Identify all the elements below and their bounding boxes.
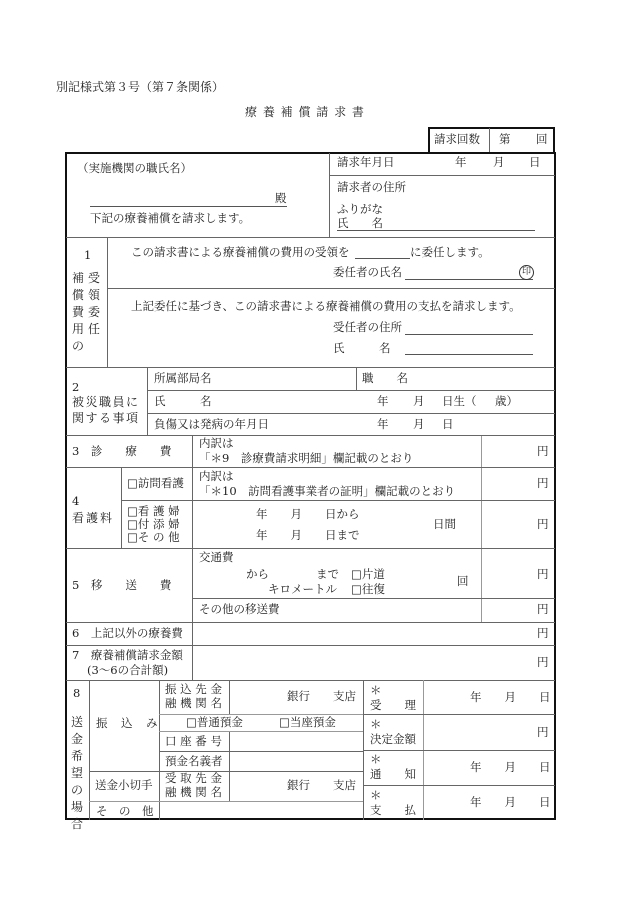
sec6-amount[interactable]: 円 [537, 626, 549, 640]
office-mark: ＊ [370, 717, 382, 731]
divider [159, 680, 160, 820]
claimant-address-label: 請求者の住所 [337, 180, 406, 194]
recv-bank-label-line1: 受 取 先 金 [165, 771, 222, 785]
delegate-field[interactable] [355, 258, 410, 259]
sec4-label: 看護料 [72, 511, 115, 525]
injury-month[interactable]: 月 [413, 417, 425, 431]
bank-label-line1: 振 込 先 金 [165, 682, 222, 696]
furigana-label: ふりがな [337, 202, 383, 216]
sec3-detail-line1: 内訳は [199, 436, 234, 450]
branch-name[interactable]: 支店 [333, 689, 356, 703]
claimant-name-label: 氏 名 [337, 216, 383, 230]
divider [363, 750, 555, 751]
sec5-label: 5 移 送 費 [72, 578, 172, 592]
sec7-label-line2: (3〜6の合計額) [87, 663, 169, 677]
agency-label: （実施機関の職氏名） [77, 161, 192, 175]
delegate-text-b: に委任します。 [410, 245, 490, 259]
sec3-label: 3 診 療 費 [72, 444, 172, 458]
claim-count-prefix: 第 [499, 132, 511, 146]
round-trip-checkbox[interactable]: □往復 [351, 582, 385, 596]
divider [66, 435, 555, 436]
transport-amount[interactable]: 円 [537, 567, 549, 581]
injury-date-label: 負傷又は発病の年月日 [154, 417, 269, 431]
sec2-number: 2 [72, 380, 80, 394]
claim-count-suffix: 回 [536, 132, 548, 146]
sec3-detail-line2: 「＊9 診療費請求明細」欄記載のとおり [199, 451, 414, 465]
agency-name-field[interactable] [90, 206, 287, 207]
notice-date[interactable]: 年 月 日 [470, 760, 551, 774]
delegate-name-label: 氏 名 [333, 341, 391, 355]
other-label: そ の 他 [96, 804, 154, 818]
trip-count[interactable]: 回 [457, 574, 469, 588]
sec3-amount[interactable]: 円 [537, 444, 549, 458]
seal-icon: 印 [519, 265, 534, 280]
divider [147, 413, 555, 414]
divider [66, 467, 555, 468]
page-title: 療 養 補 償 請 求 書 [245, 105, 365, 119]
attendant-checkbox[interactable]: □付 添 婦 [127, 517, 180, 531]
recv-bank-name[interactable]: 銀行 [287, 778, 310, 792]
days-count[interactable]: 日間 [433, 517, 456, 531]
divider [363, 785, 555, 786]
divider [147, 367, 148, 435]
delegate-address-field[interactable] [405, 334, 533, 335]
divider [481, 435, 482, 622]
received-date[interactable]: 年 月 日 [470, 690, 551, 704]
decided-amount[interactable]: 円 [537, 725, 549, 739]
divider [159, 751, 363, 752]
visit-nursing-amount[interactable]: 円 [537, 476, 549, 490]
divider [89, 771, 363, 772]
ordinary-deposit-checkbox[interactable]: □普通預金 [186, 715, 243, 729]
divider [363, 714, 555, 715]
visit-nursing-checkbox[interactable]: □訪問看護 [127, 476, 184, 490]
divider [66, 237, 555, 238]
divider [66, 367, 555, 368]
birth-month[interactable]: 月 [413, 394, 425, 408]
transport-to[interactable]: まで [316, 567, 339, 581]
one-way-checkbox[interactable]: □片道 [351, 567, 385, 581]
claim-date-year[interactable]: 年 [455, 155, 467, 169]
dept-label: 所属部局名 [154, 371, 212, 385]
bank-label-line2: 融 機 関 名 [165, 696, 222, 710]
sec2-label-line2: 関する事項 [72, 411, 140, 425]
divider [329, 175, 555, 176]
money-order-label: 送金小切手 [95, 778, 153, 792]
other-transport-label: その他の移送費 [199, 602, 280, 616]
divider [89, 801, 363, 802]
divider [356, 367, 357, 390]
payment-label: 支 払 [370, 803, 416, 817]
to-date[interactable]: 年 月 日まで [256, 528, 360, 542]
divider [66, 645, 555, 646]
divider [107, 288, 555, 289]
divider [66, 548, 555, 549]
claim-count-label: 請求回数 [434, 132, 480, 146]
decided-amount-label: 決定金額 [370, 732, 416, 746]
divider [192, 598, 555, 599]
birth-day[interactable]: 日生（ [442, 394, 477, 408]
claimant-name-field[interactable] [337, 230, 535, 231]
total-amount[interactable]: 円 [537, 655, 549, 669]
divider [229, 680, 230, 714]
sec2-label-line1: 被災職員に [72, 395, 140, 409]
payment-date[interactable]: 年 月 日 [470, 795, 551, 809]
claim-date-day[interactable]: 日 [529, 155, 541, 169]
transport-from[interactable]: から [246, 567, 269, 581]
delegate-address-label: 受任者の住所 [333, 320, 402, 334]
nursing-amount[interactable]: 円 [537, 517, 549, 531]
divider [159, 731, 363, 732]
payment-request-text: 上記委任に基づき、この請求書による療養補償の費用の支払を請求します。 [131, 299, 521, 313]
nurse-checkbox[interactable]: □看 護 婦 [127, 504, 180, 518]
divider [121, 467, 122, 548]
office-mark: ＊ [370, 752, 382, 766]
sec4-detail-line2: 「＊10 訪問看護事業者の証明」欄記載のとおり [199, 484, 456, 498]
delegate-text-a: この請求書による療養補償の費用の受領を [131, 245, 350, 259]
divider [121, 500, 555, 501]
claim-date-month[interactable]: 月 [493, 155, 505, 169]
age[interactable]: 歳） [495, 394, 518, 408]
sec7-label-line1: 7 療養補償請求金額 [72, 648, 183, 662]
divider [66, 622, 555, 623]
sec4-number: 4 [72, 494, 80, 508]
from-date[interactable]: 年 月 日から [256, 507, 360, 521]
sec1-number: 1 [84, 248, 92, 262]
position-label: 職 名 [362, 371, 408, 385]
office-mark: ＊ [370, 788, 382, 802]
sec1-label-col1: 補償費用の [71, 271, 84, 353]
notice-label: 通 知 [370, 767, 416, 781]
transport-label: 交通費 [199, 550, 234, 564]
honorific: 殿 [275, 191, 287, 205]
bank-name[interactable]: 銀行 [287, 689, 310, 703]
divider [89, 680, 90, 820]
employee-name-label: 氏 名 [154, 394, 212, 408]
divider [107, 237, 108, 367]
claim-date-label: 請求年月日 [337, 155, 395, 169]
delegator-name-field[interactable] [405, 279, 533, 280]
checking-deposit-checkbox[interactable]: □当座預金 [279, 715, 336, 729]
divider [229, 731, 230, 801]
account-number-label: 口 座 番 号 [165, 734, 222, 748]
divider [489, 128, 490, 152]
injury-day[interactable]: 日 [442, 417, 454, 431]
sec8-number: 8 [73, 686, 81, 700]
office-mark: ＊ [370, 683, 382, 697]
distance-km[interactable]: キロメートル [268, 582, 337, 596]
request-text: 下記の療養補償を請求します。 [90, 211, 251, 225]
sec8-label: 送金希望の場合 [70, 715, 83, 831]
received-label: 受 理 [370, 698, 416, 712]
divider [147, 390, 555, 391]
divider [66, 680, 555, 681]
birth-year[interactable]: 年 [377, 394, 389, 408]
other-transport-amount[interactable]: 円 [537, 602, 549, 616]
sec4-detail-line1: 内訳は [199, 469, 234, 483]
delegate-name-field[interactable] [405, 354, 533, 355]
recv-bank-label-line2: 融 機 関 名 [165, 785, 222, 799]
form-number: 別記様式第３号（第７条関係） [56, 80, 225, 94]
delegator-name-label: 委任者の氏名 [333, 265, 402, 279]
account-holder-label: 預金名義者 [165, 754, 223, 768]
sec1-label-col2: 受領委任 [87, 271, 100, 336]
divider [192, 435, 193, 680]
sec6-label: 6 上記以外の療養費 [72, 626, 183, 640]
divider [329, 153, 330, 237]
transfer-label: 振 込 み [96, 716, 159, 730]
recv-branch-name[interactable]: 支店 [333, 778, 356, 792]
injury-year[interactable]: 年 [377, 417, 389, 431]
other-checkbox[interactable]: □そ の 他 [127, 530, 180, 544]
